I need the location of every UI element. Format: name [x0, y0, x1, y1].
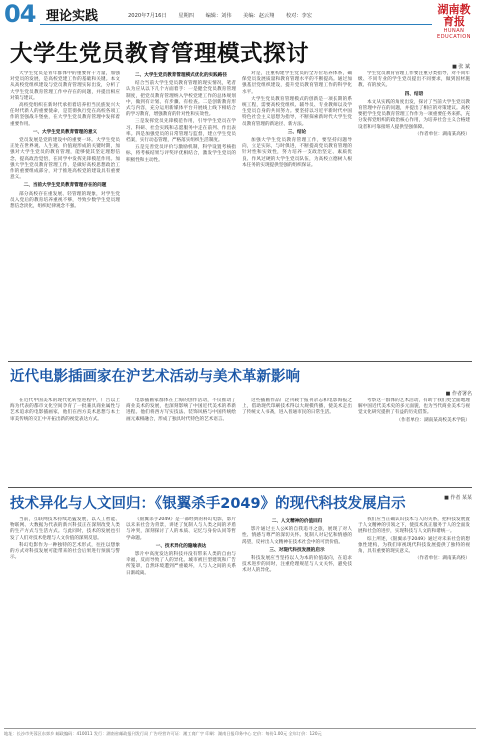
article2-headline: 近代电影插画家在沪艺术活动与美术革新影响 [10, 369, 300, 385]
article1-byline: ■ 张 斌 [452, 64, 470, 70]
article2-column-4 [358, 398, 470, 480]
paragraph: 我们应当正确认识技术与人的关系，把科技发展置于人文精神的引领之下，使技术真正服务于人的全面发展和社会的进步，实现科技与人文的和谐统一。 [358, 517, 470, 535]
article1-column-3 [242, 71, 352, 359]
author-affiliation: （作者单位：湖南某高校美术学院） [396, 417, 470, 423]
article3-column-1 [10, 517, 120, 727]
paragraph: 部分高校存在重发展、轻管理的现象，对学生党员入党后的教育培养重视不够，导致少数学生党员理想信念淡化，组织纪律观念不强。 [10, 191, 120, 210]
article1-headline: 大学生党员教育管理模式探讨 [10, 41, 310, 67]
footer-rule [4, 728, 476, 729]
paragraph: 大学生党员教育管理模式的创新是一项长期的系统工程，需要高校党组织、辅导员、专业教师以及学生党员自身的共同努力。要坚持以习近平新时代中国特色社会主义思想为指导，不断探索新时代大学生党员教育管理的新途径、新方法。 [242, 96, 352, 127]
article2-column-3 [242, 398, 352, 480]
subheading: 二、当前大学生党员教育管理存在的问题 [23, 183, 107, 189]
paragraph: 学生党员教育管理工作要注重分类指导，对不同年级、不同专业的学生党员提出不同要求，做到因材施教、有的放矢。 [358, 71, 470, 89]
page-footer: 地址：长沙市芙蓉区东郊乡 邮政编码：410011 发行：湖南省邮政报刊发行局 广告经营许可证：湘工商广字 印刷：湖南日报印务中心 定价：每份1.00元 全年订价：120元 [4, 731, 322, 736]
subheading: 三、对现代科技发展的启示 [269, 547, 325, 553]
section-divider [8, 487, 472, 488]
issue-meta [128, 12, 322, 19]
newspaper-logo [434, 3, 474, 40]
article2-byline: ■ 作者署名 [445, 391, 472, 397]
article3-column-2 [126, 517, 236, 727]
page-number: 04 [4, 0, 36, 28]
paragraph: 综上所述，《银翼杀手2049》通过对未来社会的想象性建构，为我们审视现代科技发展提供了独特的视角，具有重要的现实意义。 [358, 536, 470, 555]
paragraph: 电影插画家群体在上海的创作活动，不仅推动了商业美术的发展，也深刻影响了中国近代美术的革新进程。他们将西方写实技法、装饰风格与中国传统绘画元素相融合，形成了独具时代特色的艺术语言。 [126, 398, 236, 422]
author-affiliation: （作者单位：湖南某高校） [414, 131, 470, 137]
paragraph: 大学生党员是青年群体中的重要骨干力量，加强对党员的发展，是高校党建工作的基础和关键。本文从高校党组织建设与党员教育管理实际出发，分析了大学生党员教育管理工作中存在的问题，并提出相应对策与建议。 [10, 71, 120, 101]
article1-column-2 [126, 71, 236, 359]
section-title: 理论实践 [46, 9, 99, 24]
paragraph: 高校党组织在新时代承担着培养担当民族复兴大任时代新人的重要使命，是贯彻执行党在高校各项工作的坚强战斗堡垒，在大学生党员教育管理中发挥着重要作用。 [10, 103, 120, 127]
paragraph: 本文从实践的角度出发，探讨了当前大学生党员教育管理中存在的问题，并提出了相应的对策建议。高校要把学生党员教育管理工作作为一项重要任务来抓，充分发挥党组织的政治核心作用，为培养社会主义合格建设者和可靠接班人提供坚强保障。 [358, 99, 470, 130]
subheading: 四、结语 [404, 91, 424, 97]
editor: 编辑：刘伟 [205, 13, 232, 19]
masthead-sub: HUNAN EDUCATION [437, 28, 471, 40]
subheading: 一、技术异化的隐喻表达 [155, 543, 207, 549]
paragraph: 对是，注重构建学生党员的全方位培养体系，确保党员发展质量和教育管理水平的不断提高。通过加强基层党组织建设，提升党员教育管理工作的科学化水平。 [242, 71, 352, 95]
subheading: 二、大学生党员教育管理模式优化的实践路径 [135, 73, 227, 78]
article2-column-2 [126, 398, 236, 480]
article1-column-1 [10, 71, 120, 359]
paragraph: 《银翼杀手2049》是一部经典的科幻电影，影片以未来社会为背景，讲述了复制人与人类之间的矛盾与冲突，深刻探讨了人的本质、记忆与身份认同等哲学命题。 [126, 517, 236, 541]
paragraph: 影片通过主人公K的自我追寻之旅，展现了对人性、情感与尊严的深切关怀。复制人对记忆和情感的渴望，反衬出人文精神在技术社会中的可贵价值。 [242, 527, 352, 545]
paragraph: 党员发展是党的建设中的重要一环。大学生党员正处在世界观、人生观、价值观形成的关键时期，加强对大学生党员的教育管理，能够使其坚定理想信念，提高政治觉悟，在同学中发挥先锋模范作用。加强大学生党员教育管理工作，是做好高校思想政治工作的重要组成部分，对于推进高校党的建设具有重要意义。 [10, 138, 120, 181]
subheading: 一、大学生党员教育管理的意义 [32, 129, 98, 135]
proofreader: 校对：李宏 [285, 13, 312, 19]
header-rule [40, 24, 432, 25]
article3-column-3 [242, 517, 352, 727]
issue-date: 2020年7月16日 [128, 13, 167, 19]
paragraph: 结合当前大学生党员教育管理的现实情况，笔者认为应从以下几个方面着手：一是健全党员教育管理制度，把党员教育管理纳入学校党建工作的总体规划中，做到有计划、有步骤、有检查。二是创新教育形式与内容，充分运用新媒体平台开展线上线下相结合的学习教育，增强教育的针对性和实效性。 [126, 81, 236, 118]
subheading: 三、结论 [287, 129, 307, 135]
paragraph: 这些插画作品广泛刊载于报刊杂志和电影海报之上，借助现代印刷技术得以大规模传播，使美术走出了传统文人书斋，进入普通市民的日常生活。 [242, 398, 352, 416]
paragraph: 在近代中国美术的现代化转型进程中，广告以上海为代表的都市文化空间孕育了一批兼具商业属性与艺术追求的电影插画家，他们在西方美术思想与本土审美传统的交汇中开拓出新的视觉表达方式。 [10, 398, 120, 422]
paragraph: 加强大学生党员教育管理工作，要坚持问题导向，立足实际，与时俱进，不断提高党员教育管理的针对性和实效性，努力培养一支政治坚定、素质优良、作风过硬的大学生党员队伍，为高校立德树人根本任务的实现提供坚强的组织保证。 [242, 138, 352, 168]
page-header [0, 0, 480, 40]
paragraph: 科幻电影作为一种独特的艺术形式，往往以想象的方式对科技发展可能带来的社会后果进行预演与警示。 [10, 542, 120, 561]
article3-column-4 [358, 517, 470, 727]
paragraph: 科技发展应当坚持以人为本的价值取向，在追求技术进步的同时，注重伦理规范与人文关怀，避免技术对人的异化。 [242, 556, 352, 574]
article2-column-1 [10, 398, 120, 480]
article1-column-4 [358, 71, 470, 359]
paragraph: 影片中高度发达的科技并没有带来人类的自由与幸福，反而导致了人的异化。城市被巨型建筑和广告所笼罩，自然环境遭到严重破坏，人与人之间的关系日渐疏离。 [126, 552, 236, 576]
paragraph: 当前，互联网技术持续迅猛发展，以人工智能、物联网、大数据为代表的新兴科技正在深刻改变人类的生产方式与生活方式。与此同时，技术的发展也引发了人们对技术伦理与人文价值的深刻反思。 [10, 517, 120, 541]
section-divider [8, 361, 472, 362]
paragraph: 五是完善党员评价与激励机制，科学设置考核指标，将考核结果与评奖评优相结合，激发学生党员的积极性和主动性。 [126, 145, 236, 163]
designer: 美编：赵云翔 [243, 13, 275, 19]
paragraph: 三是发挥党员先锋模范作用，引导学生党员在学习、科研、社会实践和志愿服务中走在前列、作出表率。四是加强党员的日常管理与监督，建立学生党员档案，实行动态管理，严格落实组织生活制度。 [126, 119, 236, 144]
issue-weekday: 星期四 [178, 13, 194, 19]
article3-headline: 技术异化与人文回归：《银翼杀手2049》的现代科技发展启示 [10, 496, 406, 512]
paragraph: 考察这一群体的艺术活动，有助于我们更全面地理解中国近代美术史的多元面貌，也为当代商业美术与视觉文化研究提供了有益的历史借鉴。 [358, 398, 470, 416]
masthead-title: 湖南教育报 [437, 3, 471, 28]
article3-byline: ■ 作者 某某 [444, 495, 472, 501]
author-affiliation: （作者单位：湖南某高校） [414, 556, 470, 562]
subheading: 二、人文精神的价值回归 [271, 519, 323, 524]
